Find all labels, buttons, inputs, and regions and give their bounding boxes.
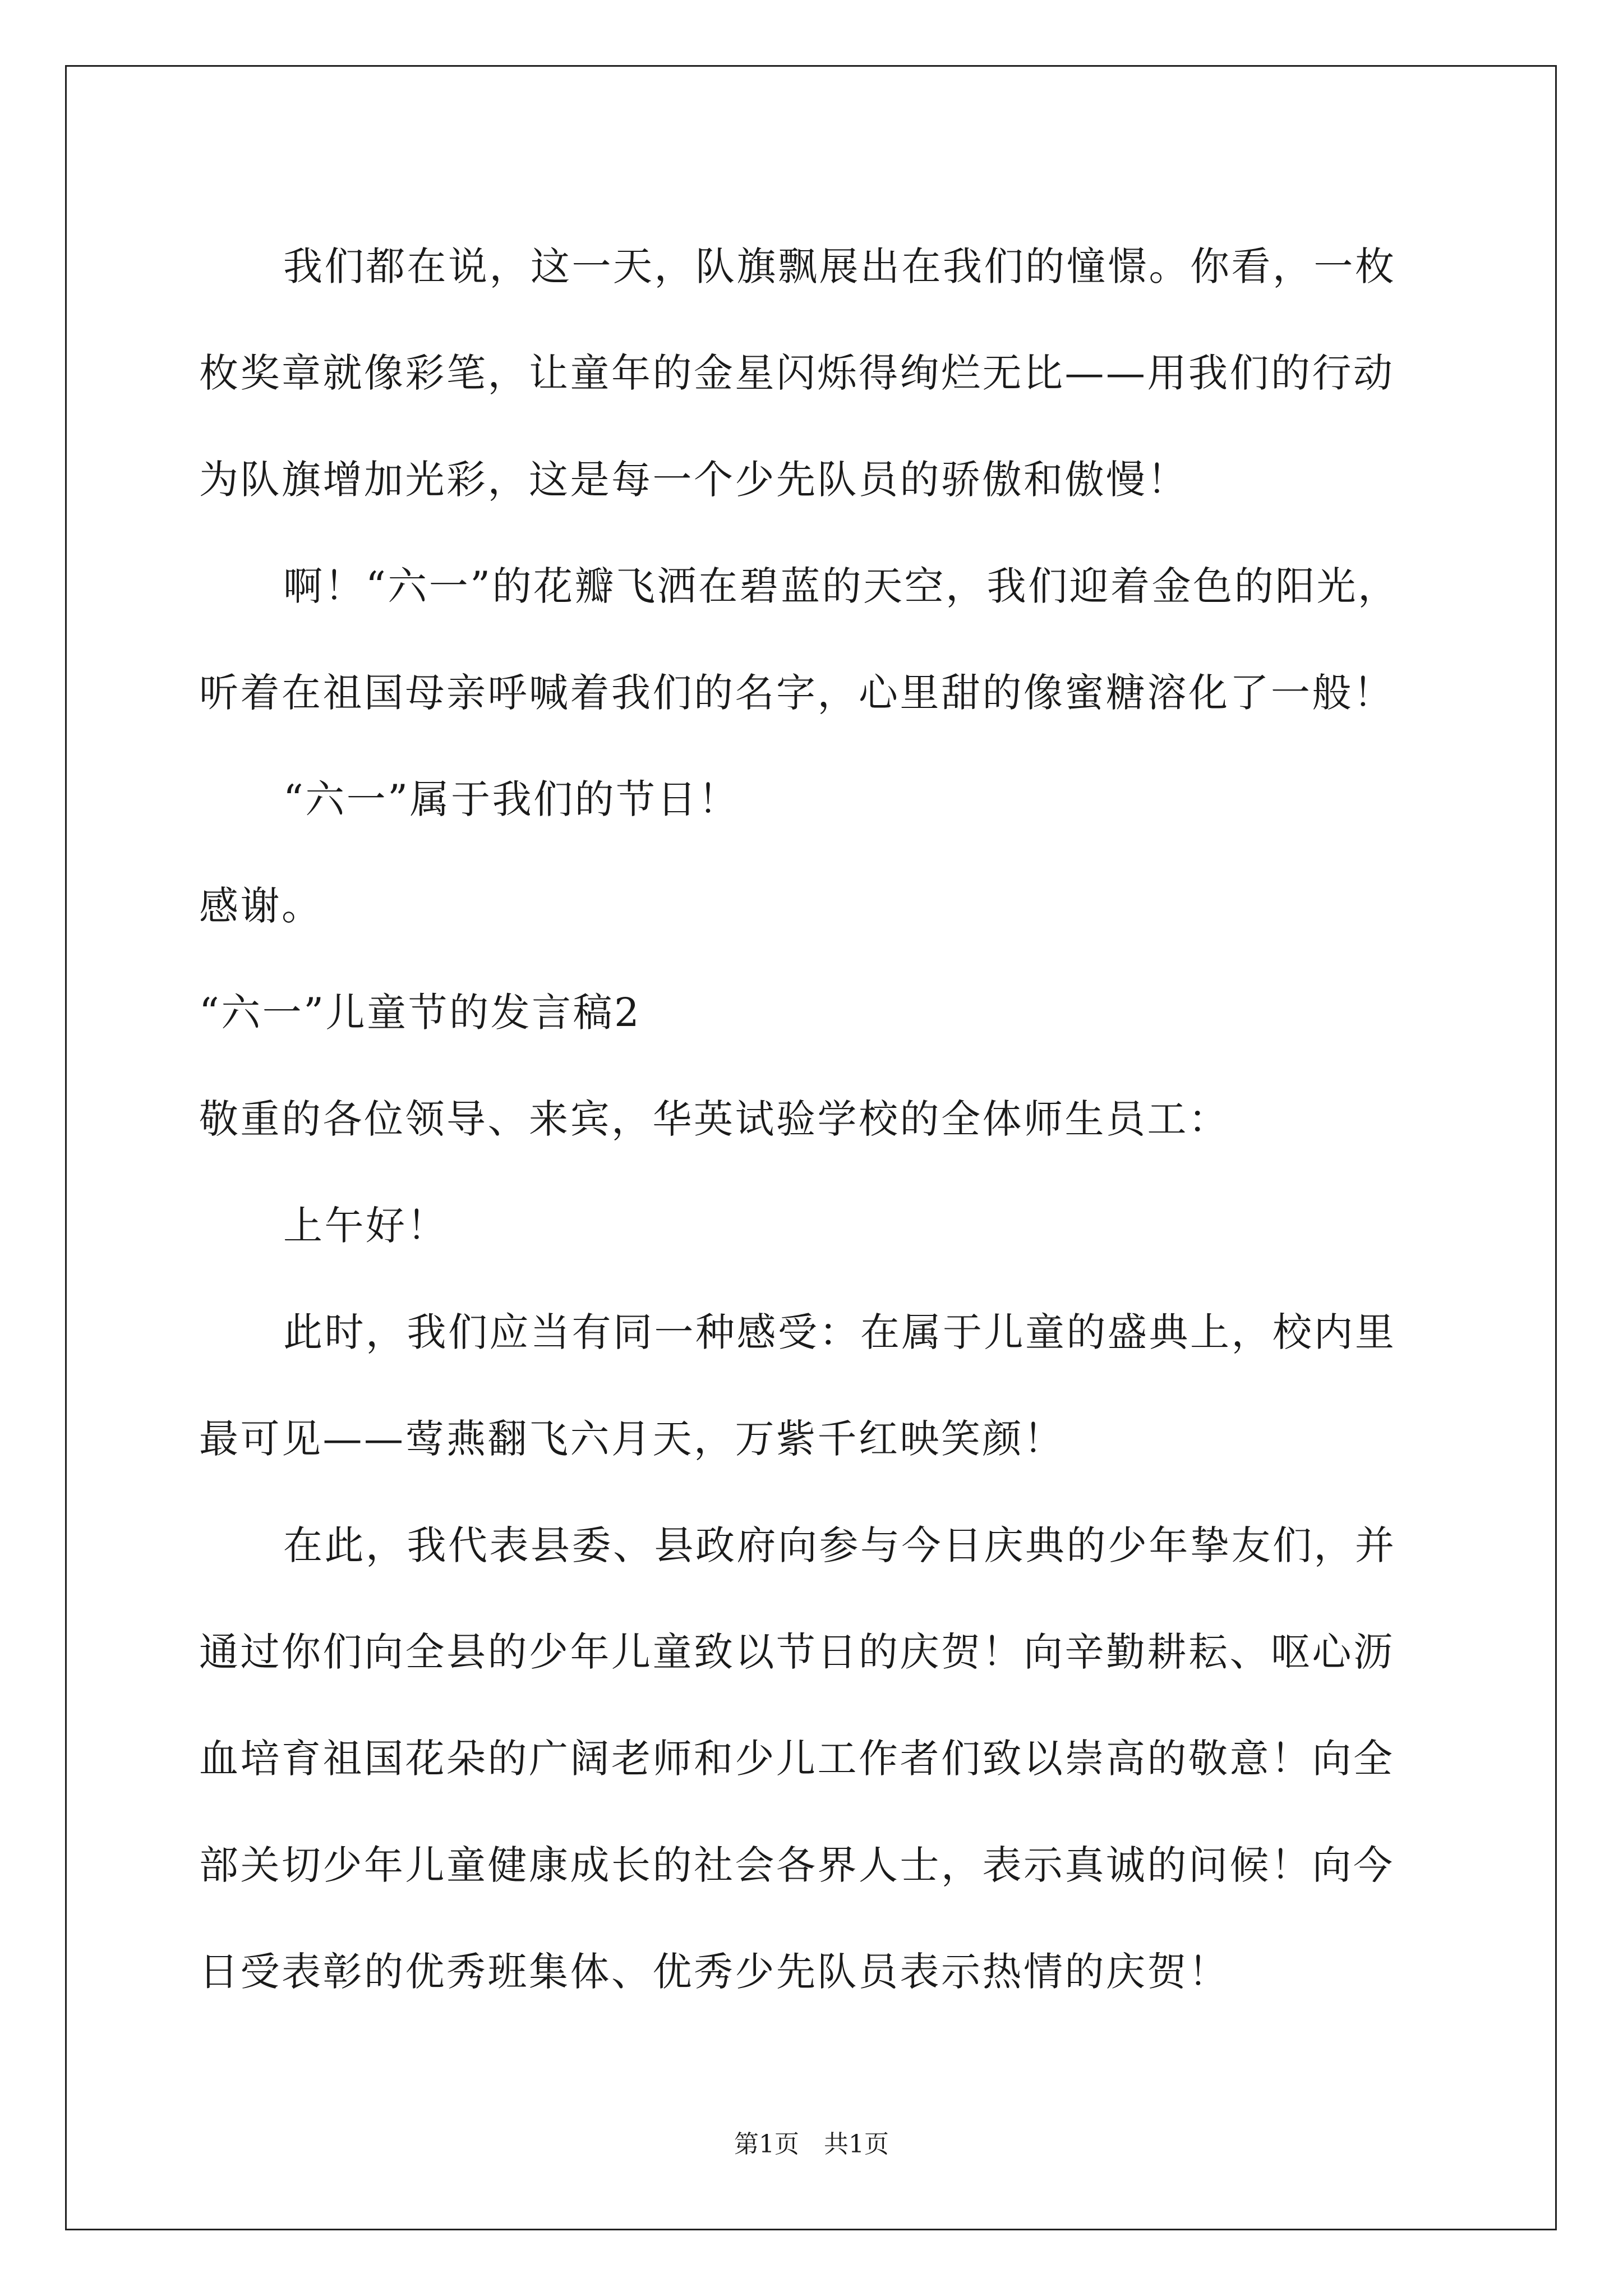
paragraph-1: 我们都在说，这一天，队旗飘展出在我们的憧憬。你看，一枚枚奖章就像彩笔，让童年的金星闪烁得绚烂无比——用我们的行动为队旗增加光彩，这是每一个少先队员的骄傲和傲慢！: [199, 243, 1396, 503]
document-body: [199, 213, 1427, 2025]
paragraph-9: 在此，我代表县委、县政府向参与今日庆典的少年挚友们，并通过你们向全县的少年儿童致以节日的庆贺！向辛勤耕耘、呕心沥血培育祖国花朵的广阔老师和少儿工作者们致以崇高的敬意！向全部关切少年儿童健康成长的社会各界人士，表示真诚的问候！向今日受表彰的优秀班集体、优秀少先队员表示热情的庆贺！: [199, 1522, 1396, 1995]
page-footer: 第1页 共1页: [734, 2130, 889, 2159]
salutation: 敬重的各位领导、来宾，华英试验学校的全体师生员工：: [199, 1096, 1230, 1142]
paragraph-3: “六一”属于我们的节日！: [283, 776, 740, 822]
paragraph-8: 此时，我们应当有同一种感受：在属于儿童的盛典上，校内里最可见——莺燕翻飞六月天，万紫千红映笑颜！: [199, 1309, 1396, 1462]
paragraph-4: 感谢。: [199, 883, 323, 929]
paragraph-2: 啊！“六一”的花瓣飞洒在碧蓝的天空，我们迎着金色的阳光，听着在祖国母亲呼喊着我们的名字，心里甜的像蜜糖溶化了一般！: [199, 563, 1399, 716]
section-title: “六一”儿童节的发言稿2: [199, 990, 642, 1036]
greeting: 上午好！: [283, 1203, 448, 1249]
